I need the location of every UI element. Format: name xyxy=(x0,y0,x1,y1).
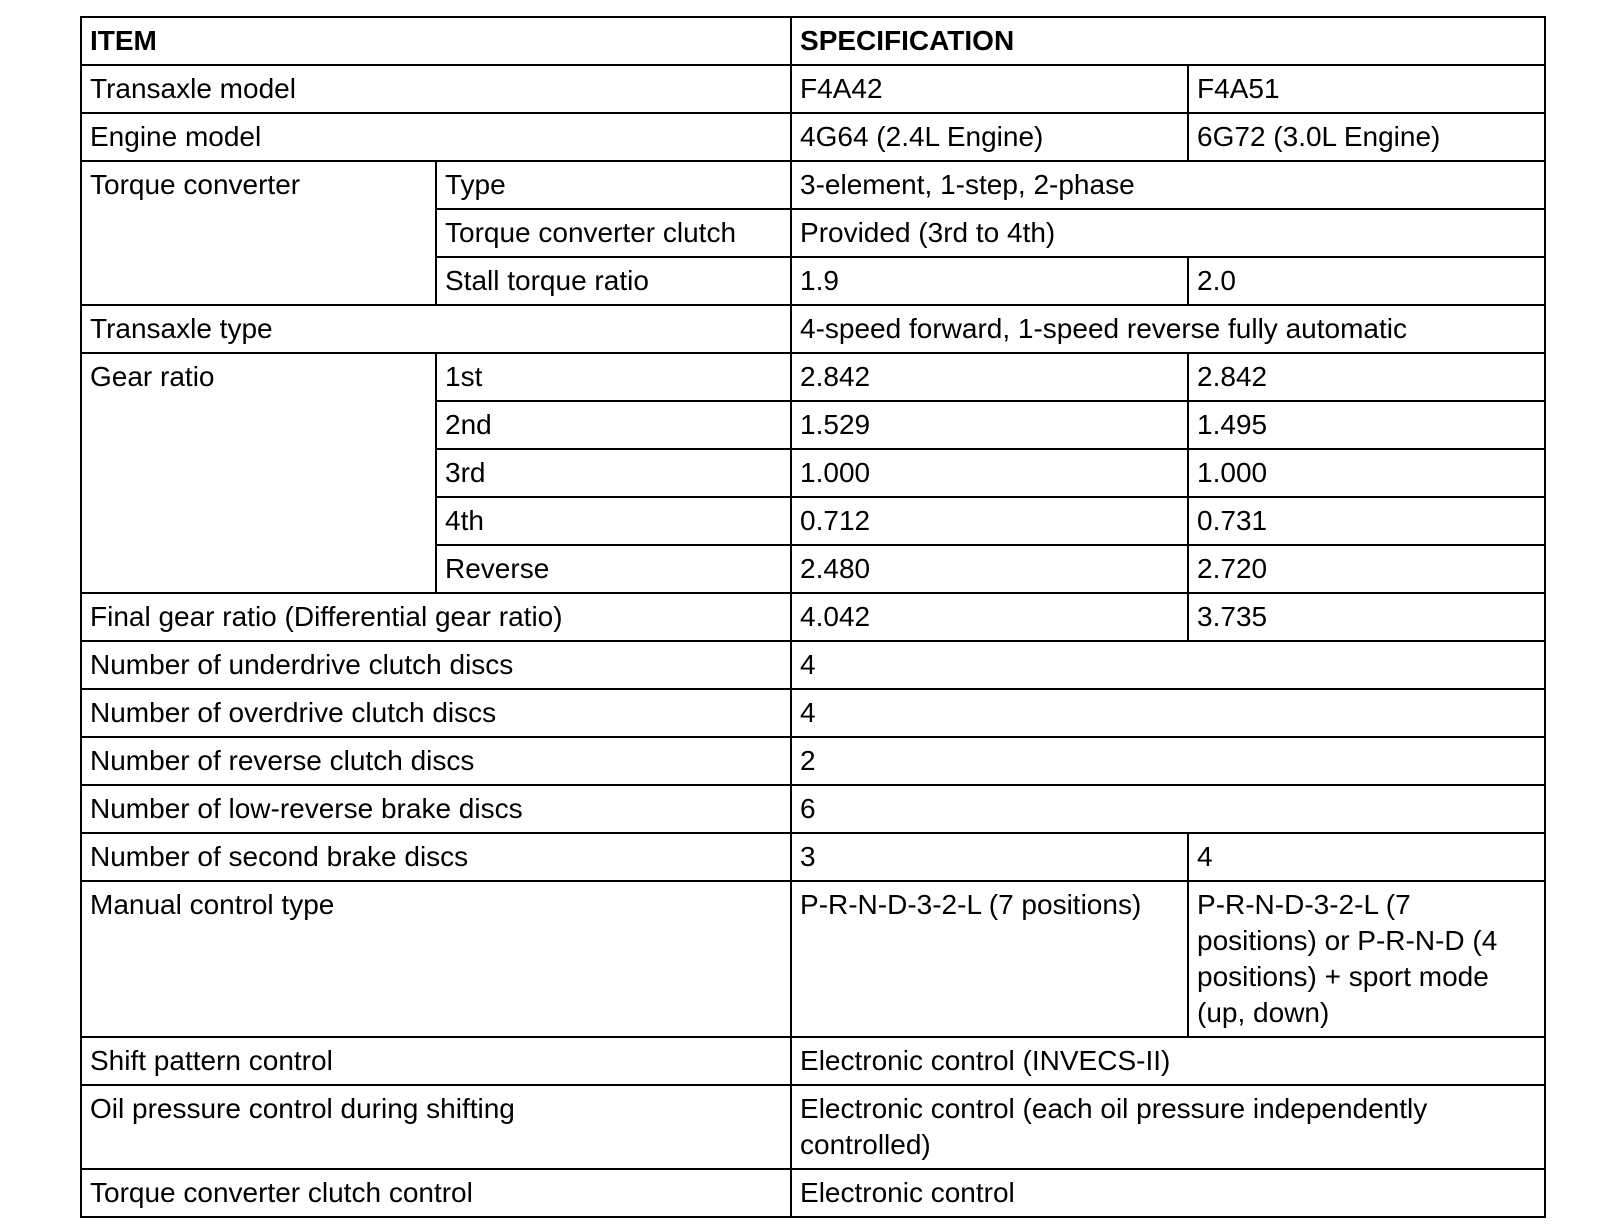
value-f4a42: F4A42 xyxy=(791,65,1188,113)
value-f4a42: 0.712 xyxy=(791,497,1188,545)
row-label: Engine model xyxy=(81,113,791,161)
sub-label: 4th xyxy=(436,497,791,545)
row-label: Transaxle model xyxy=(81,65,791,113)
row-label: Torque converter clutch control xyxy=(81,1169,791,1217)
value-shared: Electronic control (each oil pressure independently controlled) xyxy=(791,1085,1545,1169)
table-row xyxy=(81,65,1545,113)
header-item: ITEM xyxy=(81,17,791,65)
group-label-gear-ratio: Gear ratio xyxy=(81,353,436,593)
value-shared: Provided (3rd to 4th) xyxy=(791,209,1545,257)
table-row xyxy=(81,881,1545,1037)
specification-table xyxy=(80,16,1546,1218)
value-shared: 4 xyxy=(791,689,1545,737)
row-label: Transaxle type xyxy=(81,305,791,353)
sub-label: 1st xyxy=(436,353,791,401)
row-label: Final gear ratio (Differential gear ratio) xyxy=(81,593,791,641)
table-row xyxy=(81,833,1545,881)
value-f4a42: 4.042 xyxy=(791,593,1188,641)
value-shared: 4 xyxy=(791,641,1545,689)
table-row xyxy=(81,1169,1545,1217)
value-shared: 3-element, 1-step, 2-phase xyxy=(791,161,1545,209)
value-shared: Electronic control xyxy=(791,1169,1545,1217)
sub-label: Reverse xyxy=(436,545,791,593)
value-f4a51: 0.731 xyxy=(1188,497,1545,545)
table-row xyxy=(81,1037,1545,1085)
value-f4a42: 3 xyxy=(791,833,1188,881)
value-f4a51: 2.0 xyxy=(1188,257,1545,305)
row-label: Number of underdrive clutch discs xyxy=(81,641,791,689)
table-header-row xyxy=(81,17,1545,65)
group-label-torque-converter: Torque converter xyxy=(81,161,436,305)
value-shared: Electronic control (INVECS-II) xyxy=(791,1037,1545,1085)
value-f4a42: 2.480 xyxy=(791,545,1188,593)
value-shared: 2 xyxy=(791,737,1545,785)
row-label: Shift pattern control xyxy=(81,1037,791,1085)
value-f4a51: 2.720 xyxy=(1188,545,1545,593)
value-f4a51: 6G72 (3.0L Engine) xyxy=(1188,113,1545,161)
value-f4a51: 2.842 xyxy=(1188,353,1545,401)
table-row xyxy=(81,593,1545,641)
value-f4a51: 3.735 xyxy=(1188,593,1545,641)
row-label: Number of low-reverse brake discs xyxy=(81,785,791,833)
sub-label: Torque converter clutch xyxy=(436,209,791,257)
table-row xyxy=(81,1085,1545,1169)
value-f4a51: 4 xyxy=(1188,833,1545,881)
row-label: Oil pressure control during shifting xyxy=(81,1085,791,1169)
table-row xyxy=(81,641,1545,689)
table-row xyxy=(81,785,1545,833)
value-f4a51: 1.000 xyxy=(1188,449,1545,497)
sub-label: 3rd xyxy=(436,449,791,497)
value-f4a51: P-R-N-D-3-2-L (7 positions) or P-R-N-D (4 positions) + sport mode (up, down) xyxy=(1188,881,1545,1037)
value-f4a51: F4A51 xyxy=(1188,65,1545,113)
value-f4a42: 1.000 xyxy=(791,449,1188,497)
table-row xyxy=(81,353,1545,401)
value-f4a51: 1.495 xyxy=(1188,401,1545,449)
sub-label: Type xyxy=(436,161,791,209)
value-f4a42: 1.9 xyxy=(791,257,1188,305)
sub-label: Stall torque ratio xyxy=(436,257,791,305)
table-row xyxy=(81,113,1545,161)
table-row xyxy=(81,737,1545,785)
value-shared: 6 xyxy=(791,785,1545,833)
value-shared: 4-speed forward, 1-speed reverse fully automatic xyxy=(791,305,1545,353)
row-label: Manual control type xyxy=(81,881,791,1037)
table-row xyxy=(81,689,1545,737)
row-label: Number of reverse clutch discs xyxy=(81,737,791,785)
row-label: Number of second brake discs xyxy=(81,833,791,881)
table-row xyxy=(81,305,1545,353)
value-f4a42: P-R-N-D-3-2-L (7 positions) xyxy=(791,881,1188,1037)
value-f4a42: 1.529 xyxy=(791,401,1188,449)
table-row xyxy=(81,161,1545,209)
row-label: Number of overdrive clutch discs xyxy=(81,689,791,737)
value-f4a42: 4G64 (2.4L Engine) xyxy=(791,113,1188,161)
value-f4a42: 2.842 xyxy=(791,353,1188,401)
header-specification: SPECIFICATION xyxy=(791,17,1545,65)
sub-label: 2nd xyxy=(436,401,791,449)
